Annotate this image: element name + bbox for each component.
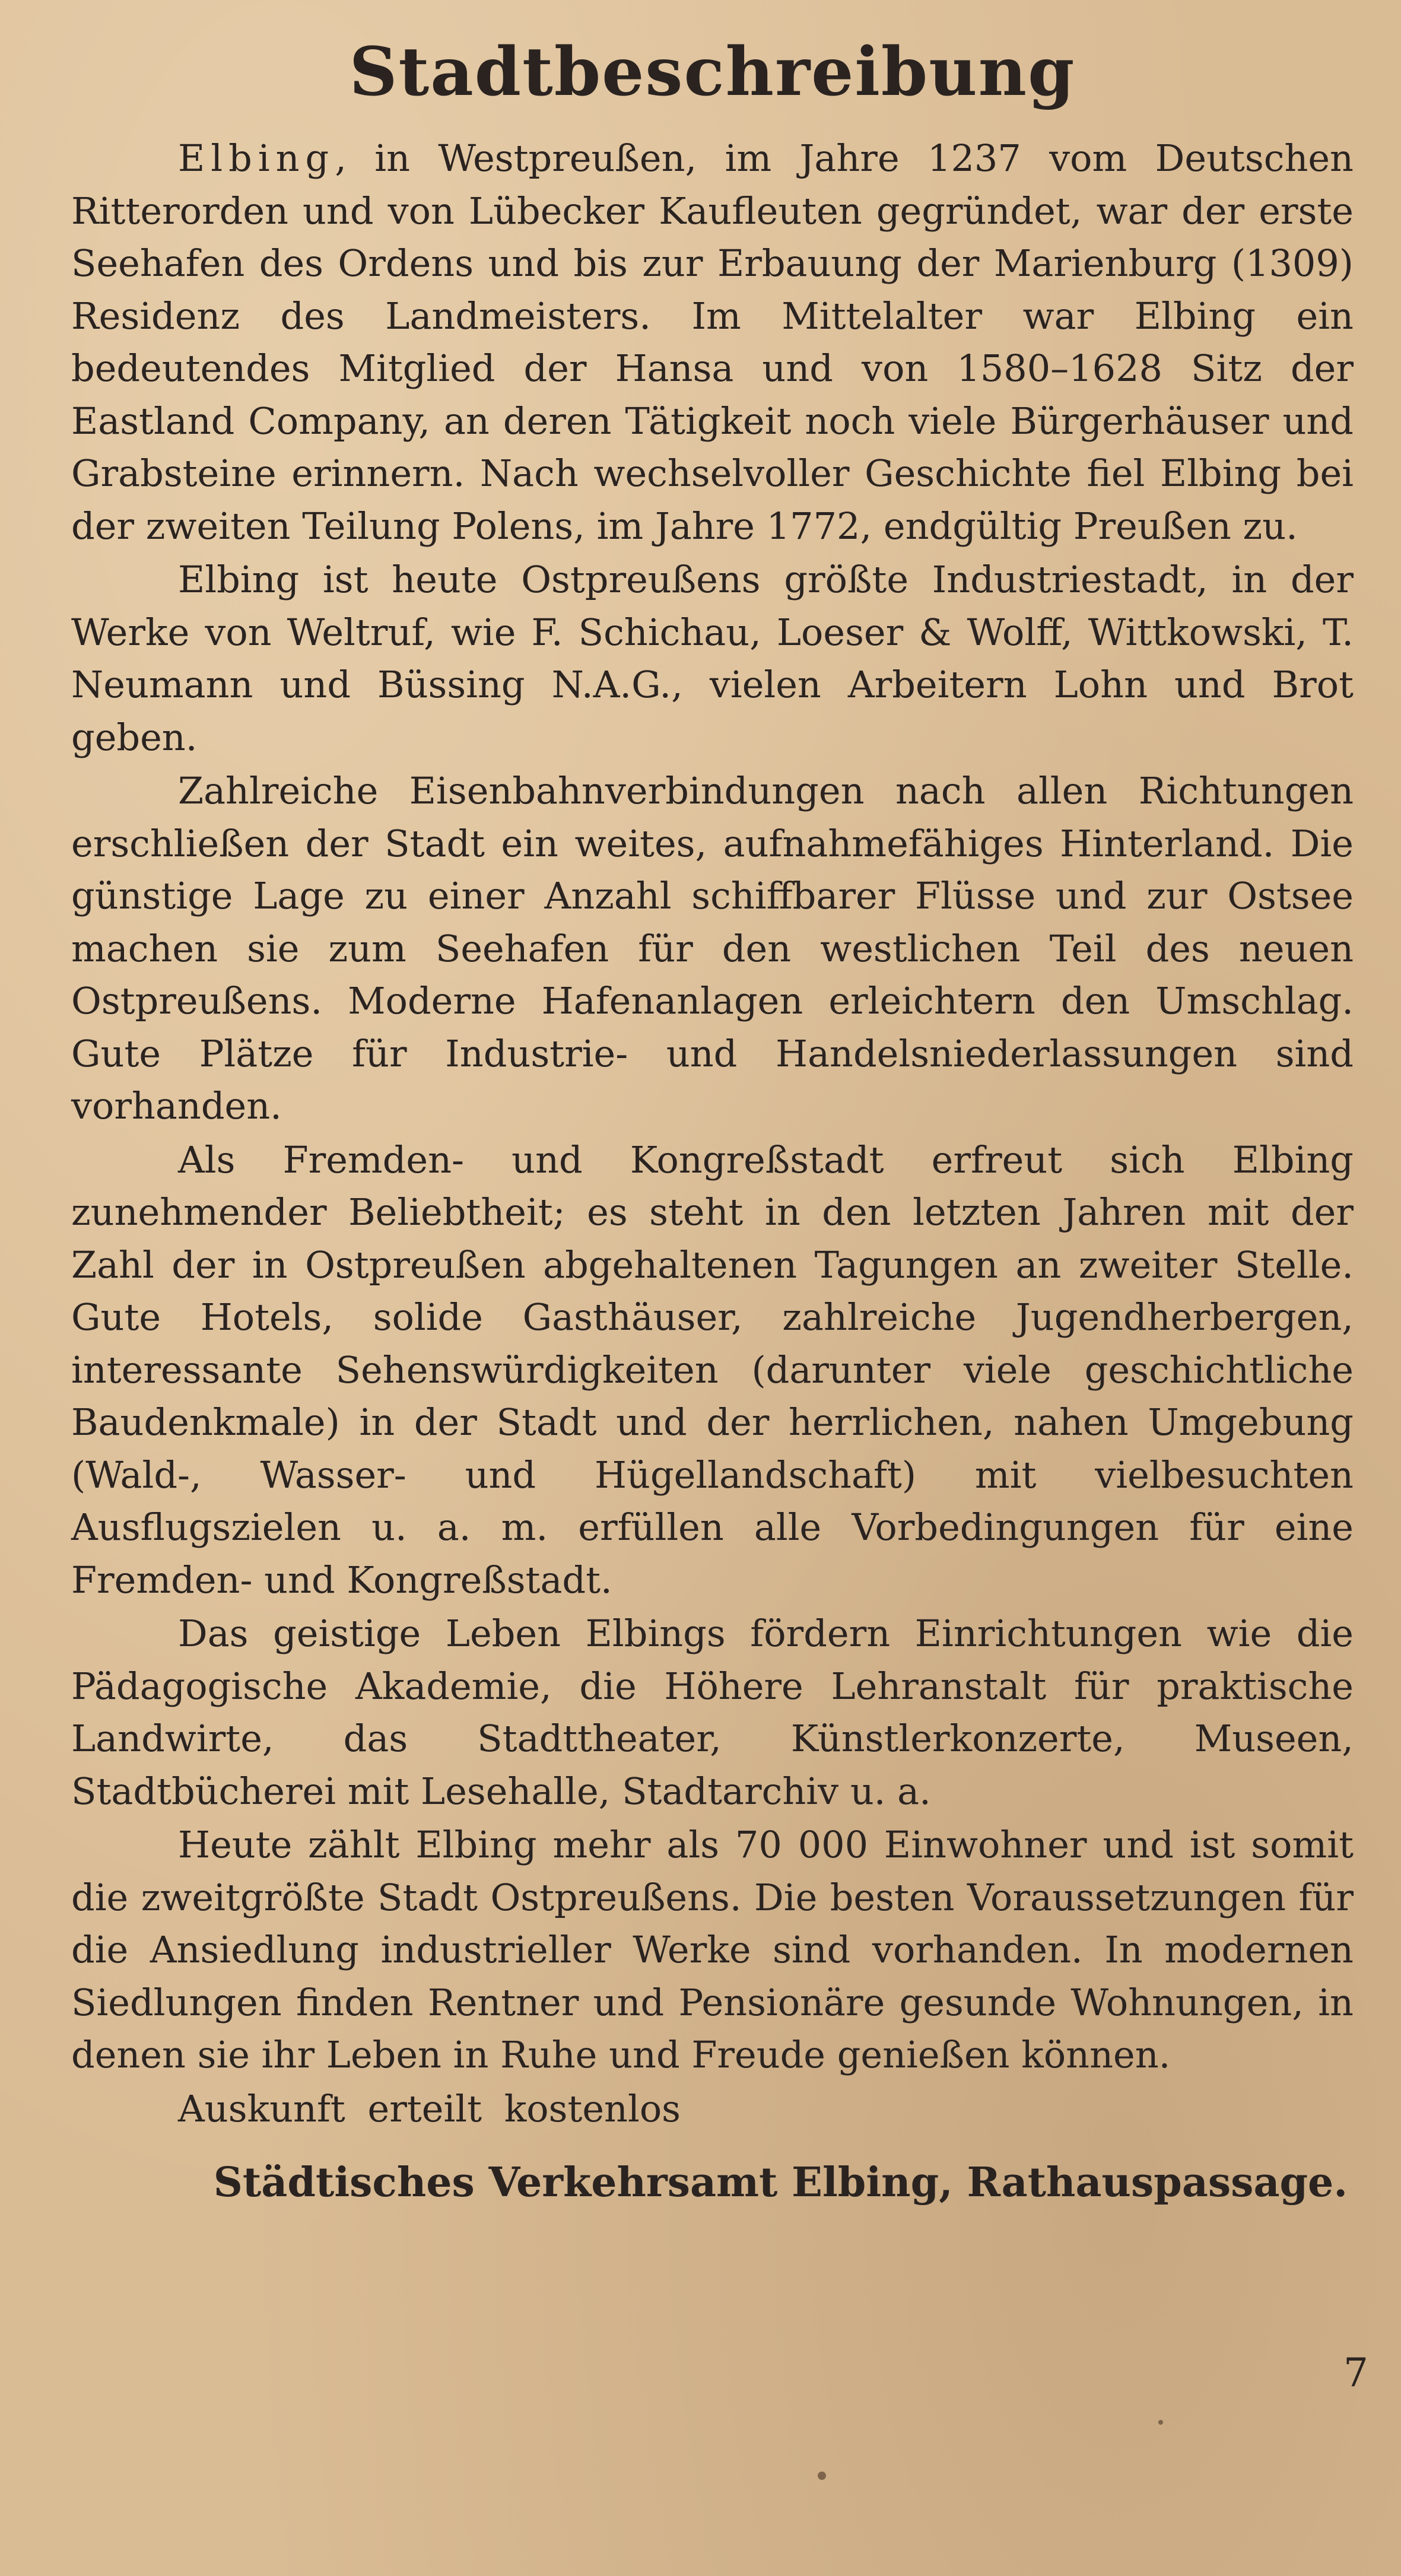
info-line: Auskunft erteilt kostenlos [178, 2086, 681, 2130]
paragraph-industry: Elbing ist heute Ostpreußens größte Industriestadt, in der Werke von Weltruf, wie F. Schichau, Loeser & Wolff, Wittkowski, T. Neumann und Büssing N.A.G., vielen Arbeitern Lohn und Brot geben. [71, 558, 1354, 759]
paragraph-tourism: Als Fremden- und Kongreßstadt erfreut sich Elbing zunehmender Beliebtheit; es steht in den letzten Jahren mit der Zahl der in Ostpreußen abgehaltenen Tagungen an zweiter Stelle. Gute Hotels, solide Gasthäuser, zahlreiche Jugendherbergen, interessante Sehenswürdigkeiten (darunter viele geschichtliche Baudenkmale) in der Stadt und der herrlichen, nahen Umgebung (Wald-, Wasser- und Hügellandschaft) mit vielbesuchten Ausflugszielen u. a. m. erfüllen alle Vorbedingungen für eine Fremden- und Kongreßstadt. [71, 1138, 1354, 1602]
paragraph-population: Heute zählt Elbing mehr als 70 000 Einwohner und ist somit die zweitgrößte Stadt Ostpreußens. Die besten Voraussetzungen für die Ansiedlung industrieller Werke sind vorhanden. In modernen Siedlungen finden Rentner und Pensionäre gesunde Wohnungen, in denen sie ihr Leben in Ruhe und Freude genießen können. [71, 1823, 1354, 2077]
paragraph-transport: Zahlreiche Eisenbahnverbindungen nach allen Richtungen erschließen der Stadt ein weites, aufnahmefähiges Hinterland. Die günstige Lage zu einer Anzahl schiffbarer Flüsse und zur Ostsee machen sie zum Seehafen für den westlichen Teil des neuen Ostpreußens. Moderne Hafenanlagen erleichtern den Umschlag. Gute Plätze für Industrie- und Handelsniederlassungen sind vorhanden. [71, 769, 1354, 1128]
paragraph-lead-word: Elbing [178, 136, 335, 180]
paragraph-text: , in Westpreußen, im Jahre 1237 vom Deutschen Ritterorden und von Lübecker Kaufleuten gegründet, war der erste Seehafen des Ordens und bis zur Erbauung der Marienburg (1309) Residenz des Landmeisters. Im Mittelalter war Elbing ein bedeutendes Mitglied der Hansa und von 1580–1628 Sitz der Eastland Company, an deren Tätigkeit noch viele Bürgerhäuser und Grabsteine erinnern. Nach wechselvoller Geschichte fiel Elbing bei der zweiten Teilung Polens, im Jahre 1772, endgültig Preußen zu. [71, 136, 1354, 548]
tourist-office-signature: Städtisches Verkehrsamt Elbing, Rathauspassage. [213, 2159, 1348, 2207]
paragraph-history [71, 132, 1354, 552]
paper-speck [1158, 2420, 1163, 2425]
page-number: 7 [1343, 2350, 1368, 2396]
paragraph-culture: Das geistige Leben Elbings fördern Einrichtungen wie die Pädagogische Akademie, die Höhere Lehranstalt für praktische Landwirte, das Stadttheater, Künstlerkonzerte, Museen, Stadtbücherei mit Lesehalle, Stadtarchiv u. a. [71, 1612, 1354, 1813]
page-title: Stadtbeschreibung [349, 33, 1076, 111]
paper-speck [818, 2472, 826, 2480]
